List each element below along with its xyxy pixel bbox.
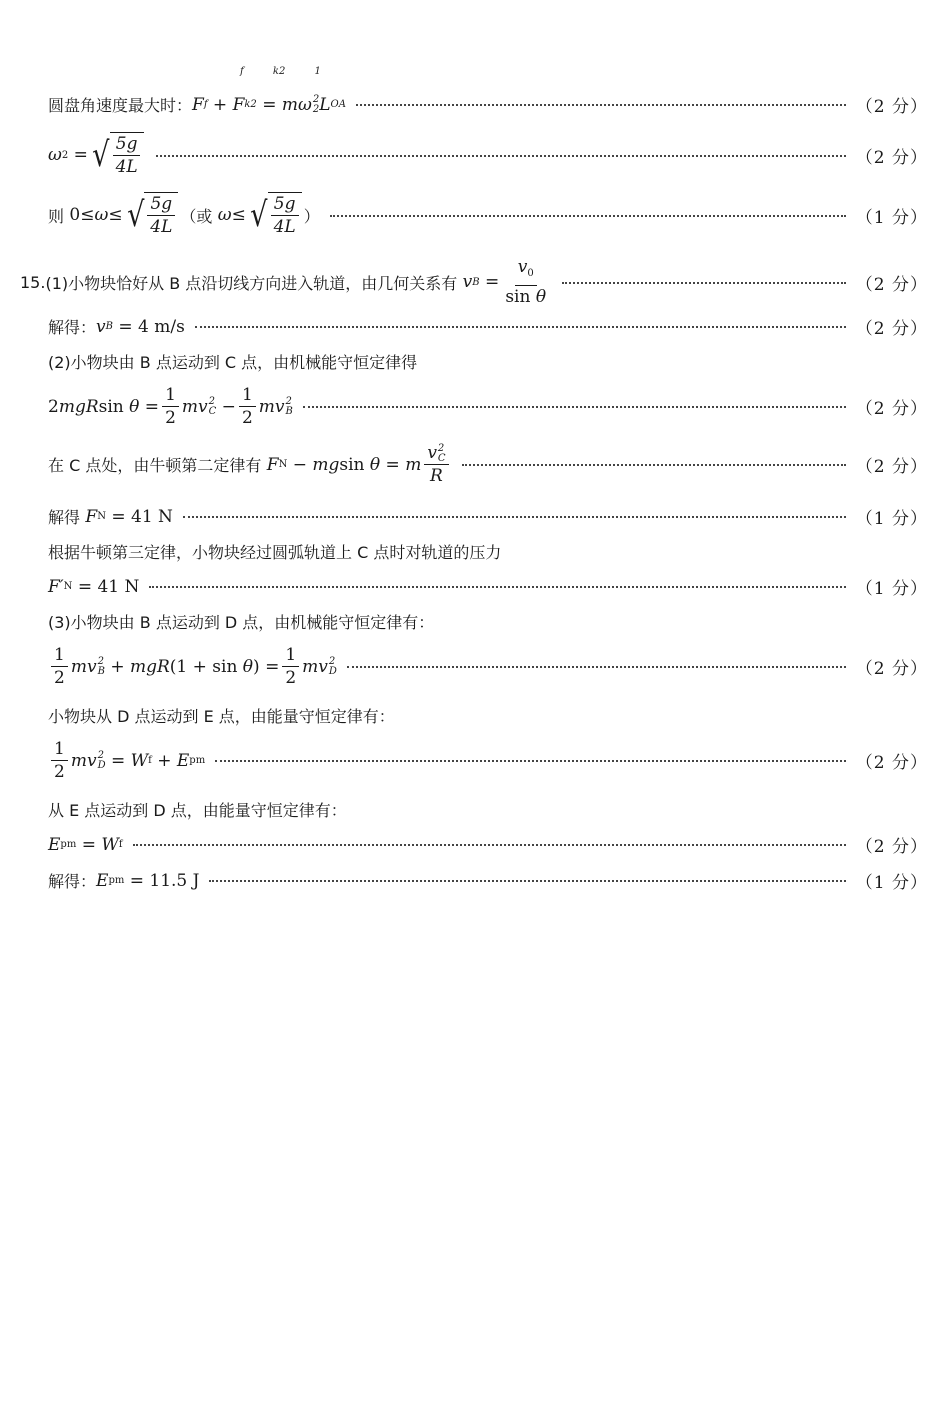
dot-leader bbox=[195, 325, 846, 328]
line-text: (3)小物块由 B 点运动到 D 点，由机械能守恒定律有： bbox=[48, 613, 435, 632]
solution-line-11 bbox=[48, 574, 928, 599]
score-label: （1 分） bbox=[855, 873, 928, 893]
formula: 2 mgR sin θ = $\frac{1}{2}$ mv 2 C − $\frac{1}{2}$ mv 2 B bbox=[48, 385, 293, 428]
line-prefix: 解得 bbox=[48, 508, 81, 527]
formula-alt: ω≤ √ $\frac{5g}{4L}$ bbox=[212, 192, 303, 238]
solution-line-1 bbox=[48, 92, 928, 117]
line-prefix: 圆盘角速度最大时： bbox=[48, 96, 193, 115]
line-text: 从 E 点运动到 D 点，由能量守恒定律有： bbox=[48, 801, 347, 820]
solution-line-10 bbox=[48, 540, 928, 563]
formula: 0 ≤ω≤ √ $\frac{5g}{4L}$ bbox=[64, 192, 180, 238]
result-value: = 4 m/s bbox=[118, 316, 185, 337]
dot-leader bbox=[330, 214, 846, 217]
score-label: （2 分） bbox=[855, 659, 928, 679]
score-label: （1 分） bbox=[855, 207, 928, 228]
formula: v B = $\frac{v_0}{\text{sin θ}}$ bbox=[457, 257, 547, 307]
dot-leader bbox=[156, 154, 846, 157]
line-prefix: (1)小物块恰好从 B 点沿切线方向进入轨道，由几何关系有 bbox=[45, 273, 458, 293]
solution-line-2 bbox=[48, 132, 928, 178]
score-label: （1 分） bbox=[855, 509, 928, 529]
solution-line-18 bbox=[48, 868, 928, 893]
score-label: （2 分） bbox=[855, 97, 928, 117]
dot-leader bbox=[133, 843, 846, 846]
line-prefix: 则 bbox=[48, 206, 65, 226]
solution-line-16 bbox=[48, 798, 928, 821]
formula: v B bbox=[96, 316, 113, 337]
formula: F N − mg sin θ = m v 2 C R bbox=[261, 442, 451, 487]
line-text: (2)小物块由 B 点运动到 C 点，由机械能守恒定律得 bbox=[48, 353, 418, 372]
line-prefix: 解得： bbox=[48, 318, 97, 337]
formula: E pm = W f bbox=[48, 834, 123, 855]
solution-line-3 bbox=[48, 192, 928, 238]
dot-leader bbox=[215, 759, 846, 762]
formula: F f + F k2 = mω 2 2 L OA bbox=[192, 93, 346, 115]
score-label: （2 分） bbox=[855, 147, 928, 168]
formula: E pm bbox=[96, 870, 125, 891]
dot-leader bbox=[462, 463, 846, 466]
solution-line-17 bbox=[48, 832, 928, 857]
result-value: = 11.5 J bbox=[129, 870, 200, 891]
dot-leader bbox=[562, 281, 846, 284]
solution-line-12 bbox=[48, 610, 928, 633]
score-label: （2 分） bbox=[855, 274, 928, 295]
line-text: 根据牛顿第三定律，小物块经过圆弧轨道上 C 点时对轨道的压力 bbox=[48, 543, 502, 562]
dot-leader bbox=[149, 585, 845, 588]
score-label: （2 分） bbox=[855, 457, 928, 477]
formula: ω 2 = √ $\frac{5g}{4L}$ bbox=[48, 132, 146, 178]
formula: F′ N bbox=[48, 576, 73, 597]
solution-line-5 bbox=[48, 314, 928, 339]
score-label: （2 分） bbox=[855, 319, 928, 339]
solution-line-15 bbox=[48, 738, 928, 783]
stray-top-text: f k2 1 bbox=[240, 66, 321, 77]
line-prefix: 解得： bbox=[48, 872, 97, 891]
solution-line-13 bbox=[48, 644, 928, 689]
line-text: 小物块从 D 点运动到 E 点，由能量守恒定律有： bbox=[48, 707, 395, 726]
dot-leader bbox=[356, 103, 846, 106]
solution-line-6 bbox=[48, 350, 928, 373]
solution-line-14 bbox=[48, 704, 928, 727]
result-value: = 41 N bbox=[77, 576, 140, 597]
score-label: （2 分） bbox=[855, 753, 928, 773]
dot-leader bbox=[303, 405, 846, 408]
dot-leader bbox=[209, 879, 845, 882]
line-suffix: ） bbox=[303, 206, 320, 226]
formula: $\frac{1}{2}$ mv 2 D = W f + E pm bbox=[48, 738, 205, 783]
score-label: （2 分） bbox=[855, 399, 928, 419]
question-number: 15. bbox=[20, 272, 46, 292]
line-mid: （或 bbox=[180, 206, 213, 226]
formula: F N bbox=[80, 506, 106, 527]
result-value: = 41 N bbox=[111, 506, 173, 527]
solution-line-7 bbox=[48, 384, 928, 429]
solution-line-4 bbox=[20, 256, 928, 308]
solution-line-8 bbox=[48, 442, 928, 487]
formula: $\frac{1}{2}$ mv 2 B + mgR (1 + sin θ ) = $\frac{1}{2}$ mv 2 D bbox=[48, 644, 337, 689]
dot-leader bbox=[183, 515, 846, 518]
dot-leader bbox=[347, 665, 846, 668]
solution-line-9 bbox=[48, 504, 928, 529]
score-label: （1 分） bbox=[855, 579, 928, 599]
score-label: （2 分） bbox=[855, 837, 928, 857]
line-prefix: 在 C 点处，由牛顿第二定律有 bbox=[48, 456, 262, 475]
